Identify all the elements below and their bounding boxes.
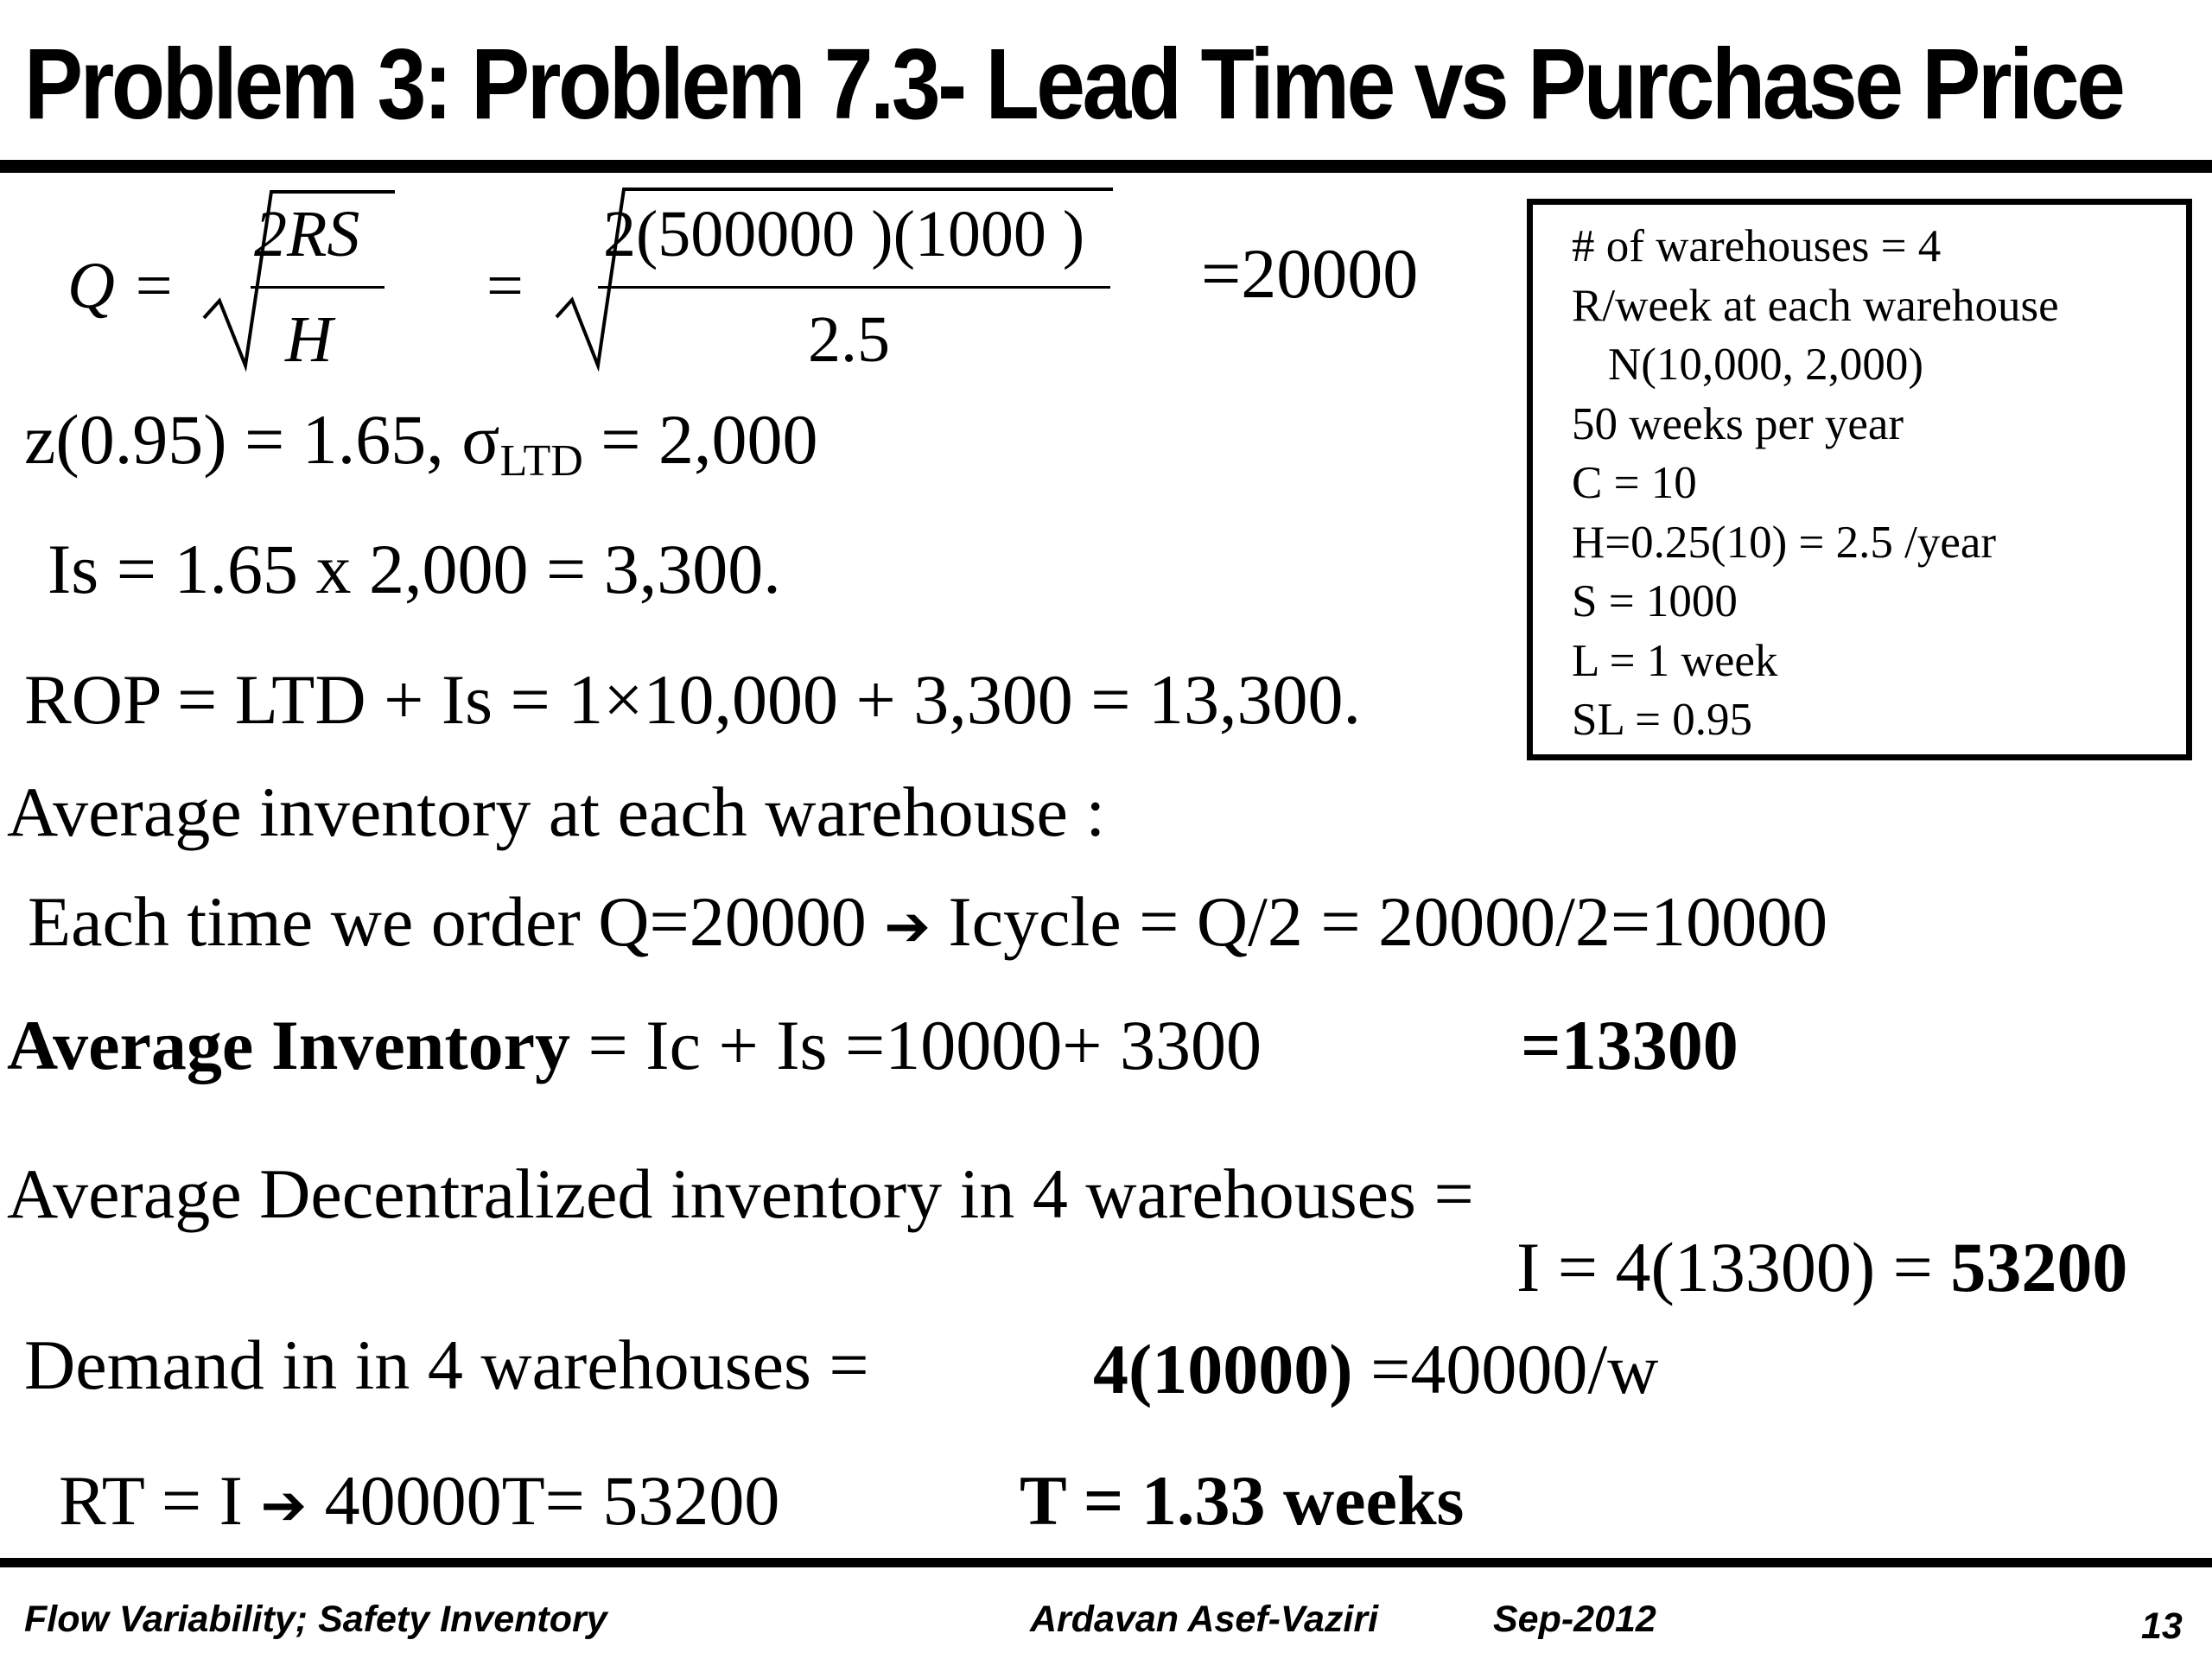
given-list xyxy=(1572,217,2059,750)
given-data-box xyxy=(1527,199,2192,760)
ltd-subscript: LTD xyxy=(499,436,583,486)
decentralized-formula: I = 4(13300) = xyxy=(1516,1228,1951,1306)
q-equals: = xyxy=(486,250,524,322)
given-item: N(10,000, 2,000) xyxy=(1608,340,1924,390)
q-numerator-values: 2(500000 )(1000 ) xyxy=(603,198,1085,270)
decentralized-inventory-result xyxy=(1516,1227,2127,1308)
rt-right: 40000T= 53200 xyxy=(307,1461,780,1540)
average-inventory-line xyxy=(7,1005,1262,1086)
rop-line: ROP = LTD + Is = 1×10,000 + 3,300 = 13,300. xyxy=(24,660,1362,739)
page-title: Problem 3: Problem 7.3- Lead Time vs Purchase Price xyxy=(24,28,2123,140)
average-inventory-result: =13300 xyxy=(1521,1006,1738,1084)
arrow-right-icon: ➔ xyxy=(260,1474,308,1538)
decentralized-inventory-line: Average Decentralized inventory in 4 warehouses = xyxy=(7,1154,1474,1233)
avg-inventory-heading: Average inventory at each warehouse : xyxy=(7,772,1106,851)
title-divider xyxy=(0,160,2212,173)
given-item: 50 weeks per year xyxy=(1572,398,1904,449)
given-item: # of warehouses = 4 xyxy=(1572,221,1942,271)
cycle-left: Each time we order Q=20000 xyxy=(28,882,867,961)
decentralized-value: 53200 xyxy=(1950,1228,2128,1306)
safety-inventory-line: Is = 1.65 x 2,000 = 3,300. xyxy=(48,530,781,608)
rt-result: T = 1.33 weeks xyxy=(1020,1461,1465,1540)
q-numerator: 2RS xyxy=(254,198,360,270)
sigma-value: = 2,000 xyxy=(582,400,818,479)
arrow-right-icon: ➔ xyxy=(884,895,931,959)
average-inventory-label: Average Inventory xyxy=(7,1006,571,1084)
cycle-inventory-line xyxy=(28,881,1827,963)
demand-value xyxy=(1093,1329,1658,1410)
given-item: SL = 0.95 xyxy=(1572,695,1753,745)
z-sigma-line xyxy=(24,399,818,486)
footer-author: Ardavan Asef-Vaziri xyxy=(1030,1599,1379,1640)
average-inventory-formula: = Ic + Is =10000+ 3300 xyxy=(570,1006,1262,1084)
footer-divider xyxy=(0,1558,2212,1567)
given-item: R/week at each warehouse xyxy=(1572,280,2059,331)
z-text: z(0.95) = 1.65, σ xyxy=(24,400,500,479)
given-item: H=0.25(10) = 2.5 /year xyxy=(1572,517,1997,568)
footer-page-number: 13 xyxy=(2141,1605,2183,1647)
q-result: =20000 xyxy=(1201,234,1419,313)
demand-rest: =40000/w xyxy=(1352,1330,1659,1408)
demand-line xyxy=(24,1325,869,1406)
footer-date: Sep-2012 xyxy=(1493,1599,1656,1640)
q-lhs: Q = xyxy=(67,250,176,322)
q-denominator-value: 2.5 xyxy=(808,303,890,376)
demand-label: Demand in in 4 warehouses = xyxy=(24,1325,869,1404)
footer-course: Flow Variability; Safety Inventory xyxy=(24,1599,607,1640)
cycle-right: Icycle = Q/2 = 20000/2=10000 xyxy=(948,882,1828,961)
rt-left: RT = I xyxy=(59,1461,243,1540)
given-item: S = 1000 xyxy=(1572,576,1738,626)
fraction-bar-2 xyxy=(598,286,1110,289)
given-item: L = 1 week xyxy=(1572,635,1778,686)
fraction-bar-1 xyxy=(251,286,385,289)
given-item: C = 10 xyxy=(1572,458,1697,508)
demand-bold: 4(10000) xyxy=(1093,1330,1353,1408)
q-denominator: H xyxy=(285,303,333,376)
rt-line xyxy=(59,1460,779,1541)
